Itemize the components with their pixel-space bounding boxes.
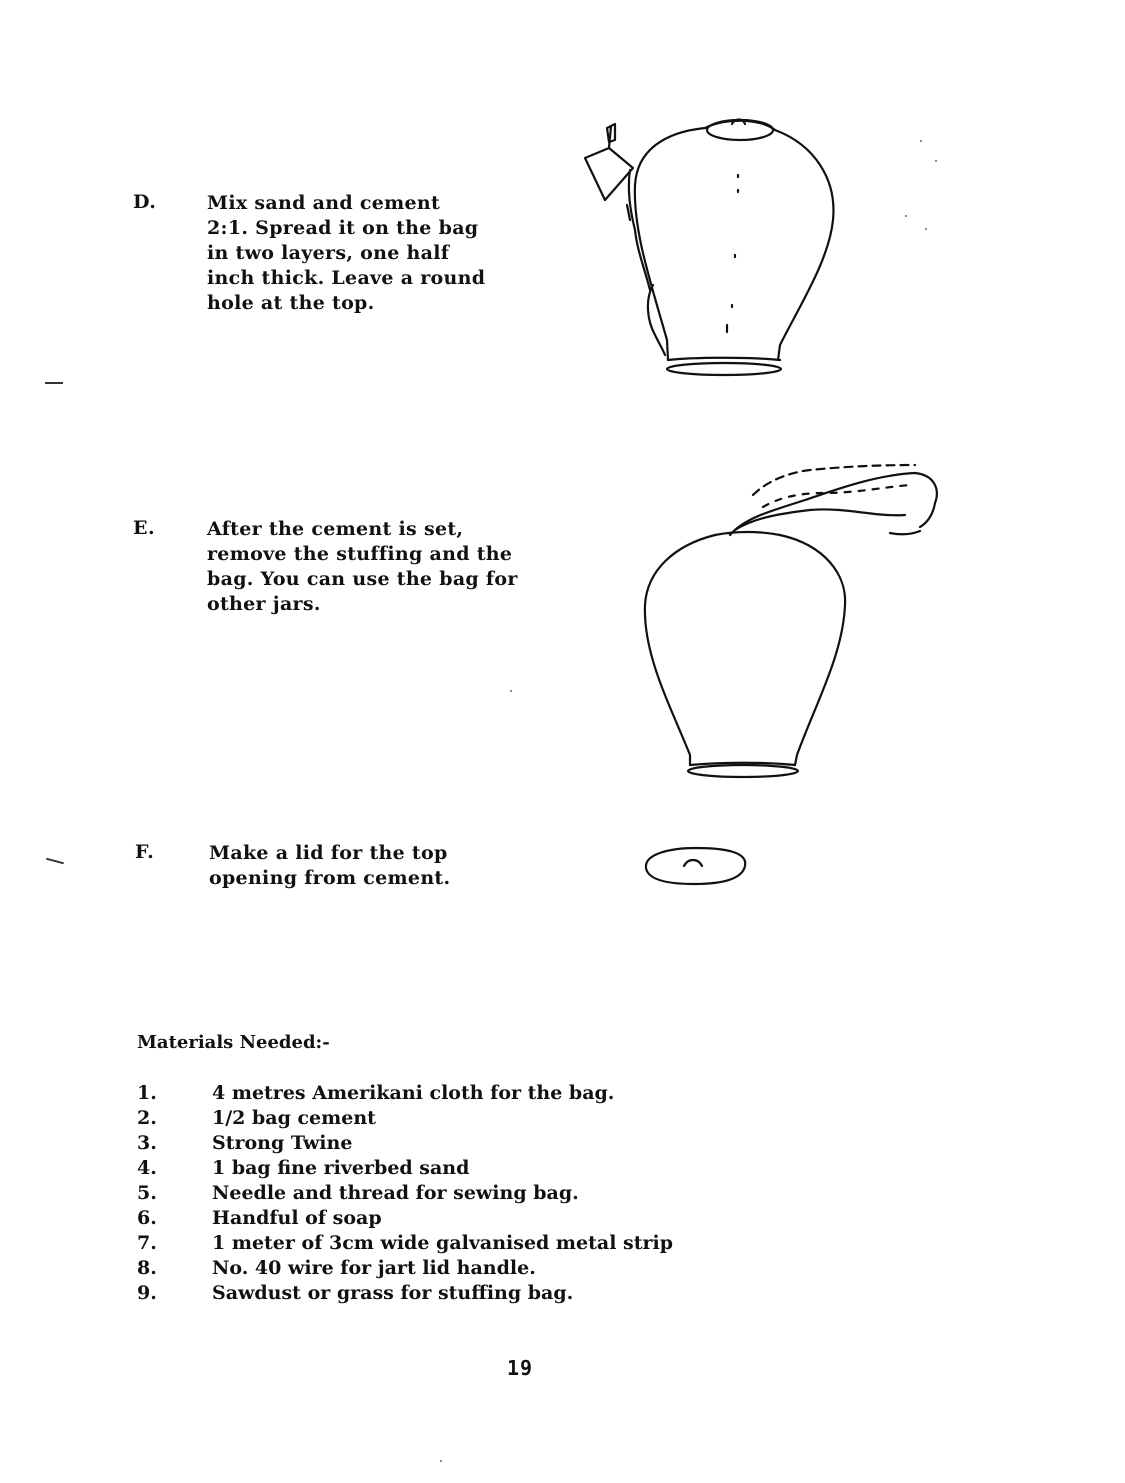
scan-speck xyxy=(935,160,937,162)
item-text: 4 metres Amerikani cloth for the bag. xyxy=(212,1082,615,1104)
step-d-line: in two layers, one half xyxy=(207,242,450,264)
scan-speck xyxy=(920,140,922,142)
step-d-line: hole at the top. xyxy=(207,292,375,314)
item-number: 4. xyxy=(137,1157,157,1179)
item-text: 1 bag fine riverbed sand xyxy=(212,1157,470,1179)
step-e-line: remove the stuffing and the xyxy=(207,543,513,565)
scan-speck xyxy=(510,690,512,692)
list-item xyxy=(137,1281,697,1306)
list-item xyxy=(137,1081,697,1106)
item-number: 1. xyxy=(137,1082,157,1104)
list-item xyxy=(137,1106,697,1131)
step-d-line: Mix sand and cement xyxy=(207,192,441,214)
item-number: 9. xyxy=(137,1282,157,1304)
scan-mark xyxy=(45,382,63,384)
jar-bag-removed-illustration xyxy=(635,455,955,785)
list-item xyxy=(137,1206,697,1231)
step-d-line: 2:1. Spread it on the bag xyxy=(207,217,479,239)
item-number: 8. xyxy=(137,1257,157,1279)
scan-mark xyxy=(46,858,64,865)
step-f-text xyxy=(209,841,450,891)
page-number: 19 xyxy=(507,1356,534,1380)
step-f-letter: F. xyxy=(135,841,155,863)
list-item xyxy=(137,1156,697,1181)
scan-speck xyxy=(925,228,927,230)
step-f-line: opening from cement. xyxy=(209,867,451,889)
step-d-text xyxy=(207,191,485,316)
list-item xyxy=(137,1231,697,1256)
item-text: 1 meter of 3cm wide galvanised metal strip xyxy=(212,1232,674,1254)
step-d-line: inch thick. Leave a round xyxy=(207,267,486,289)
step-e-text xyxy=(207,517,518,617)
item-text: 1/2 bag cement xyxy=(212,1107,376,1129)
lid-illustration xyxy=(640,840,752,888)
materials-list xyxy=(137,1081,697,1306)
item-number: 2. xyxy=(137,1107,157,1129)
step-d-letter: D. xyxy=(133,191,157,213)
scan-speck xyxy=(905,215,907,217)
item-text: Sawdust or grass for stuffing bag. xyxy=(212,1282,574,1304)
item-number: 5. xyxy=(137,1182,157,1204)
item-text: Strong Twine xyxy=(212,1132,353,1154)
scan-speck xyxy=(440,1460,442,1462)
step-e-line: other jars. xyxy=(207,593,321,615)
list-item xyxy=(137,1256,697,1281)
list-item xyxy=(137,1181,697,1206)
item-text: Handful of soap xyxy=(212,1207,382,1229)
step-e-line: bag. You can use the bag for xyxy=(207,568,518,590)
materials-heading: Materials Needed:- xyxy=(137,1032,330,1053)
item-number: 3. xyxy=(137,1132,157,1154)
item-number: 7. xyxy=(137,1232,157,1254)
item-number: 6. xyxy=(137,1207,157,1229)
step-e-line: After the cement is set, xyxy=(207,518,464,540)
item-text: No. 40 wire for jart lid handle. xyxy=(212,1257,536,1279)
jar-with-cement-illustration xyxy=(575,110,855,385)
step-f-line: Make a lid for the top xyxy=(209,842,448,864)
item-text: Needle and thread for sewing bag. xyxy=(212,1182,579,1204)
step-e-letter: E. xyxy=(133,517,156,539)
list-item xyxy=(137,1131,697,1156)
